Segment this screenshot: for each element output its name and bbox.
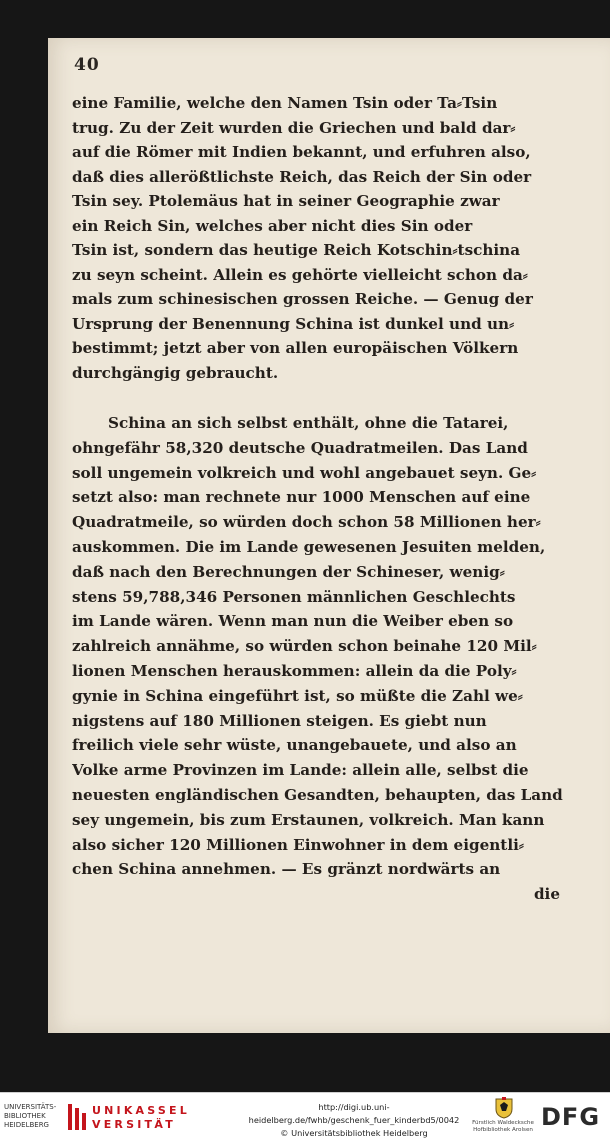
logo-line: UNIVERSITÄTS- [4, 1103, 57, 1111]
text-line: auf die Römer mit Indien bekannt, und erfuhren also, [72, 143, 531, 161]
copyright-text: © Universitätsbibliothek Heidelberg [280, 1128, 428, 1138]
text-line: durchgängig gebraucht. [72, 363, 279, 382]
text-line: daß dies allerößtlichste Reich, das Reich der Sin oder [72, 167, 532, 186]
dfg-logo[interactable]: DFG [541, 1103, 601, 1131]
text-line: eine Familie, welche den Namen Tsin oder Ta⸗Tsin [72, 94, 498, 112]
arolsen-library-caption [462, 1120, 544, 1134]
kassel-logo-icon [68, 1104, 86, 1130]
text-line: soll ungemein volkreich und wohl angebauet seyn. Ge⸗ [72, 463, 537, 482]
text-line: Tsin ist, sondern das heutige Reich Kotschin⸗tschina [72, 241, 521, 259]
text-line: zahlreich annähme, so würden schon beinahe 120 Mil⸗ [72, 637, 537, 656]
caption-line: Hofbibliothek Arolsen [473, 1127, 533, 1133]
text-line: Quadratmeile, so würden doch schon 58 Millionen her⸗ [72, 513, 541, 532]
kassel-logo-text-top: UNIKASSEL [92, 1104, 190, 1117]
text-line: also sicher 120 Millionen Einwohner in dem eigentli⸗ [72, 835, 524, 854]
paragraph-1 [72, 91, 570, 385]
text-line: chen Schina annehmen. — Es gränzt nordwärts an [72, 860, 501, 879]
text-line: mals zum schinesischen grossen Reiche. — Genug der [72, 290, 533, 308]
source-url-link[interactable]: http://digi.ub.uni-heidelberg.de/fwhb/geschenk_fuer_kinderbd5/0042 [248, 1102, 460, 1125]
logo-line: HEIDELBERG [4, 1121, 49, 1129]
kassel-university-logo[interactable] [68, 1101, 213, 1133]
text-line: Ursprung der Benennung Schina ist dunkel und un⸗ [72, 314, 515, 333]
text-line: zu seyn scheint. Allein es gehörte vielleicht schon da⸗ [72, 265, 528, 284]
footer-bar [0, 1092, 610, 1141]
heidelberg-library-logo[interactable] [4, 1103, 66, 1130]
text-line: auskommen. Die im Lande gewesenen Jesuiten melden, [72, 537, 546, 556]
text-line: trug. Zu der Zeit wurden die Griechen und bald dar⸗ [72, 118, 516, 137]
catchword: die [533, 885, 560, 904]
text-line: setzt also: man rechnete nur 1000 Menschen auf eine [72, 488, 531, 507]
text-line: im Lande wären. Wenn man nun die Weiber eben so [72, 612, 514, 631]
page-number: 40 [74, 55, 100, 75]
text-line: lionen Menschen herauskommen: allein da die Poly⸗ [72, 661, 517, 680]
text-line: daß nach den Berechnungen der Schineser, wenig⸗ [72, 562, 505, 581]
text-line: bestimmt; jetzt aber von allen europäischen Völkern [72, 339, 519, 357]
text-line: neuesten engländischen Gesandten, behaupten, das Land [72, 785, 563, 804]
text-line: Tsin sey. Ptolemäus hat in seiner Geographie zwar [72, 192, 500, 210]
logo-line: BIBLIOTHEK [4, 1112, 46, 1120]
text-line: freilich viele sehr wüste, unangebauete, und also an [72, 736, 517, 755]
text-line: Volke arme Provinzen im Lande: allein alle, selbst die [72, 761, 529, 780]
text-line: Schina an sich selbst enthält, ohne die Tatarei, [108, 414, 509, 432]
text-line: ein Reich Sin, welches aber nicht dies Sin oder [72, 216, 473, 235]
text-line: ohngefähr 58,320 deutsche Quadratmeilen. Das Land [72, 438, 528, 457]
source-info [218, 1101, 490, 1140]
kassel-logo-text-bottom: VERSITÄT [92, 1118, 176, 1131]
text-line: stens 59,788,346 Personen männlichen Geschlechts [72, 587, 516, 606]
text-line: nigstens auf 180 Millionen steigen. Es giebt nun [72, 711, 487, 730]
waldeck-crest-icon [494, 1097, 514, 1119]
text-line: gynie in Schina eingeführt ist, so müßte die Zahl we⸗ [72, 686, 523, 705]
caption-line: Fürstlich Waldecksche [472, 1120, 534, 1126]
paragraph-2 [72, 411, 570, 907]
text-line: sey ungemein, bis zum Erstaunen, volkreich. Man kann [72, 810, 545, 829]
